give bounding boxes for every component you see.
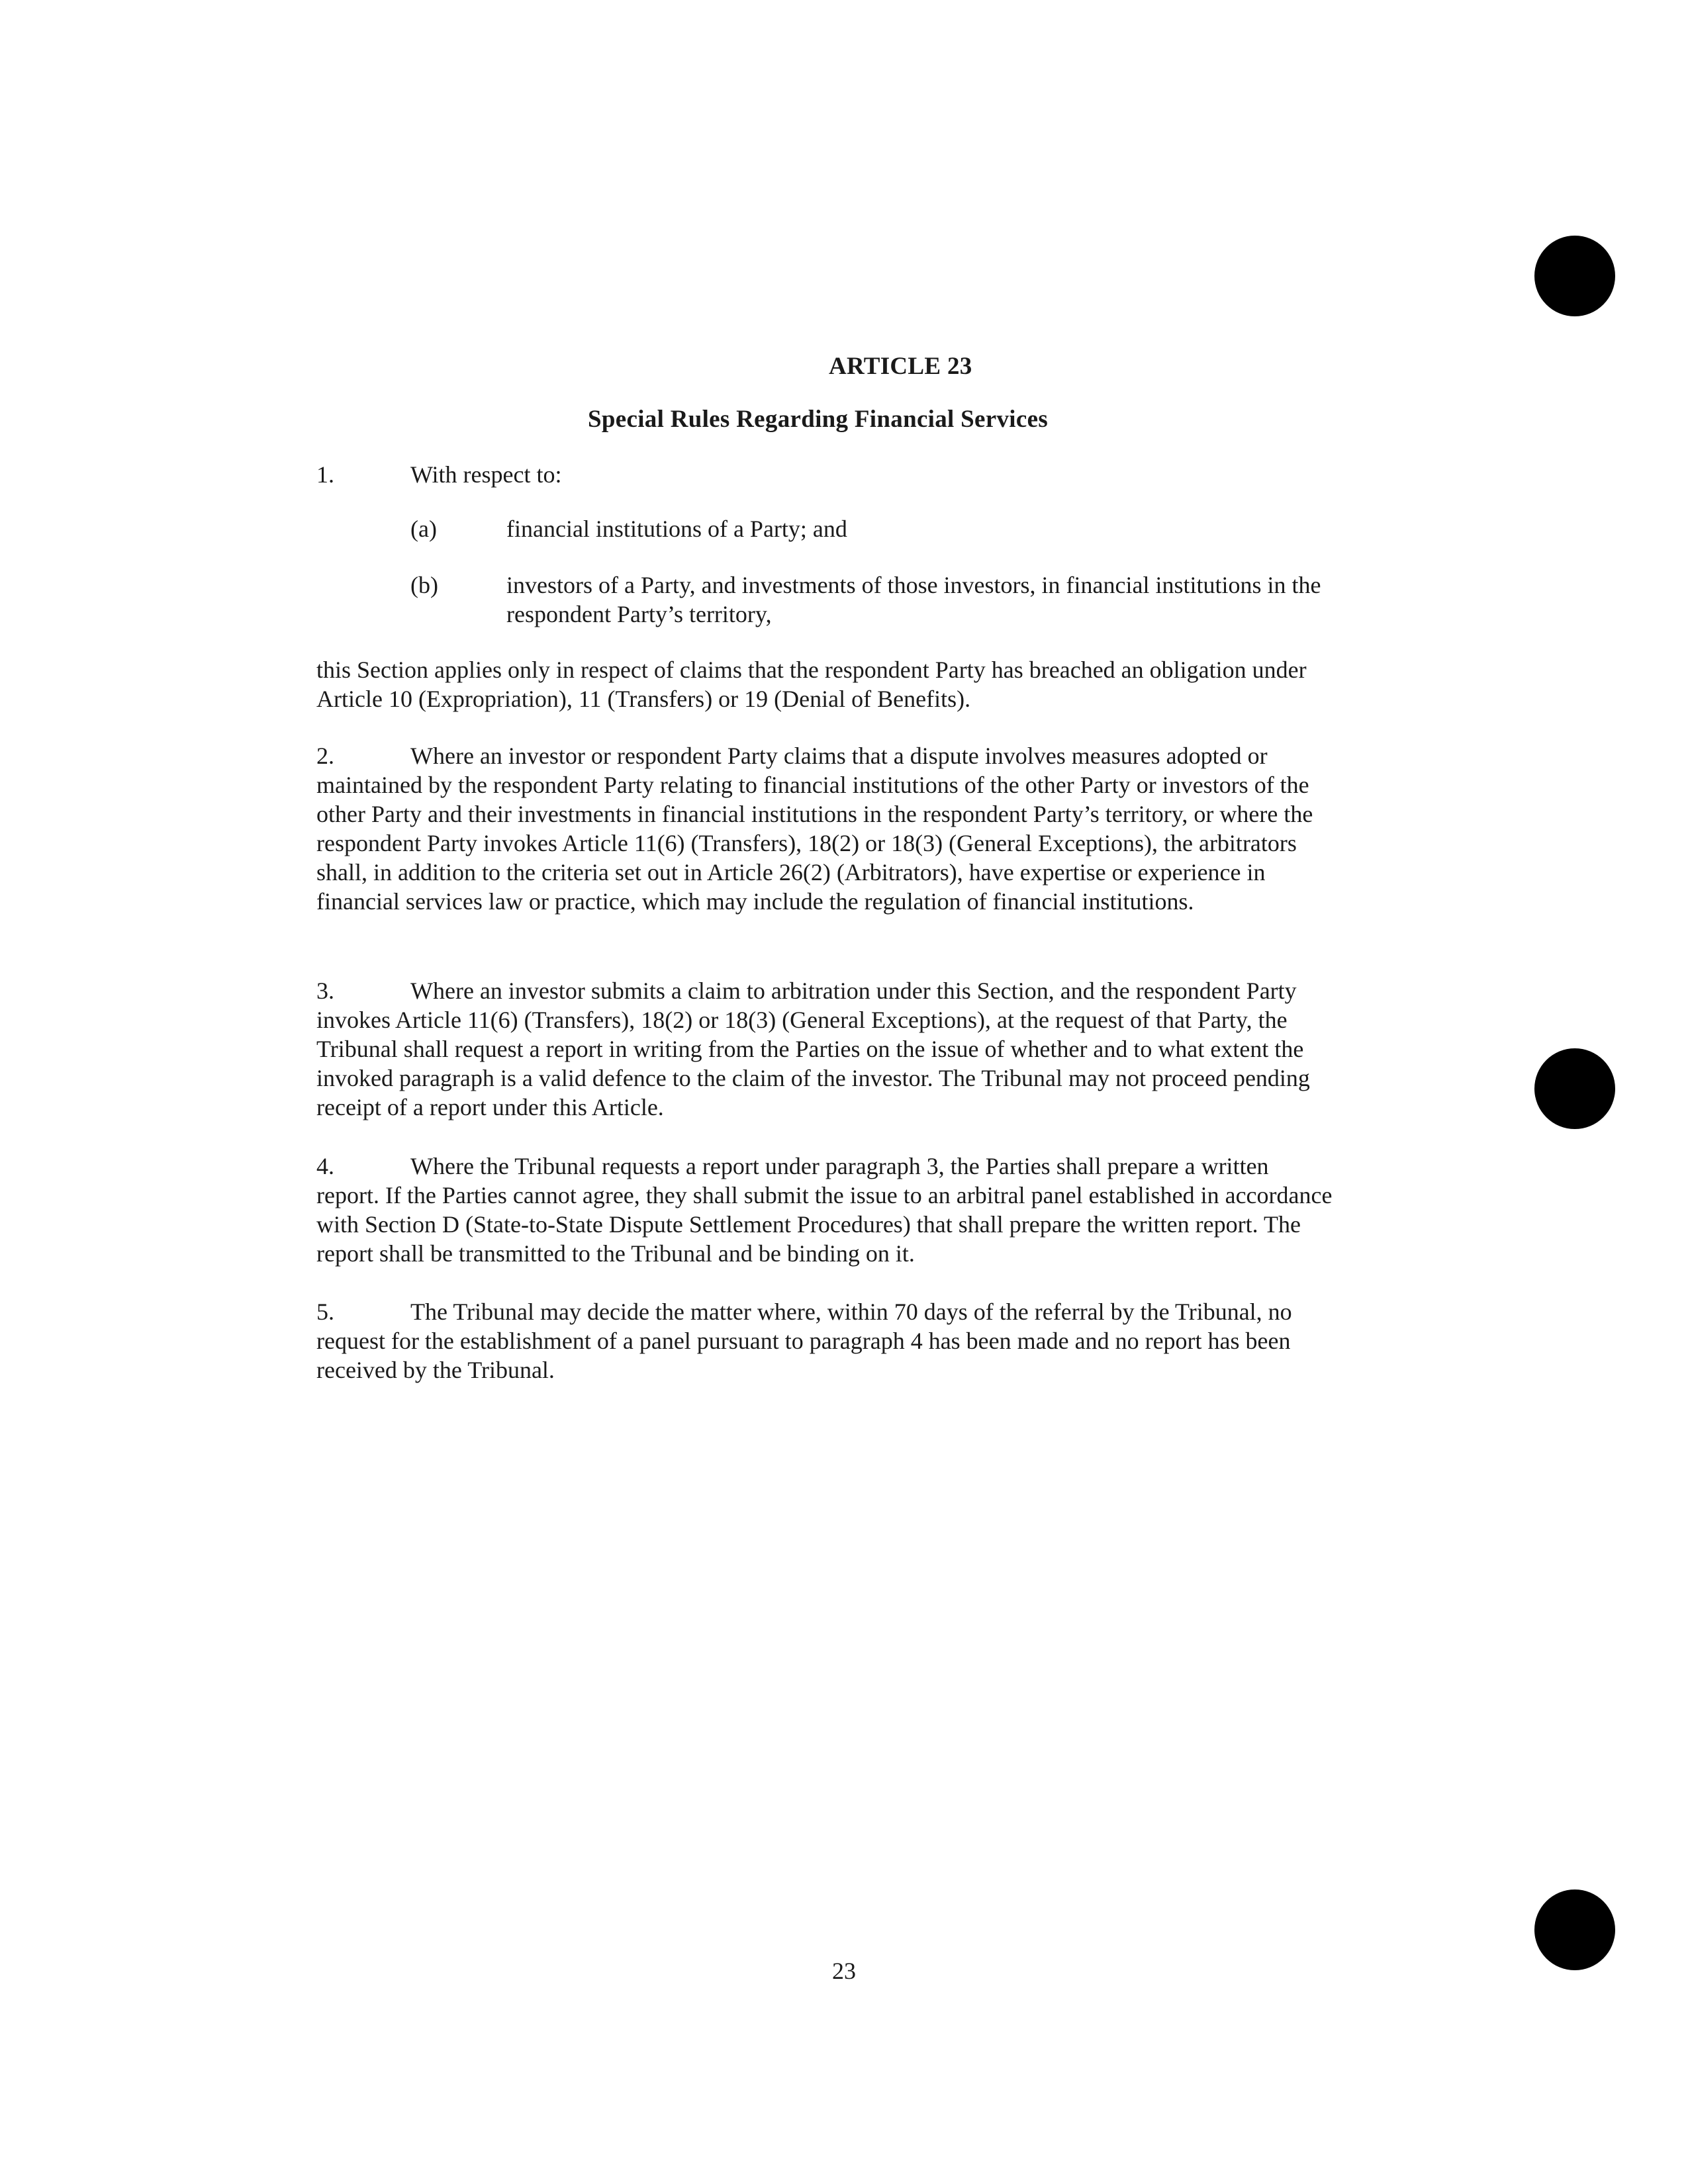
paragraph-4-number: 4. bbox=[316, 1153, 334, 1179]
item-b-label: (b) bbox=[410, 572, 438, 598]
paragraph-2 bbox=[316, 741, 1336, 916]
paragraph-3-text: Where an investor submits a claim to arbitration under this Section, and the respondent Party invokes Article 11(6) (Transfers), 18(2) or 18(3) (General Exceptions), at the request of that Party, the Tribunal shall request a report in writing from the Parties on the issue of whether and to what extent the invoked paragraph is a valid defence to the claim of the investor. The Tribunal may not proceed pending receipt of a report under this Article. bbox=[316, 978, 1310, 1120]
article-heading: ARTICLE 23 bbox=[829, 353, 972, 380]
paragraph-1-tail: this Section applies only in respect of claims that the respondent Party has breached an obligation under Article 10 (Expropriation), 11 (Transfers) or 19 (Denial of Benefits). bbox=[316, 657, 1307, 712]
paragraph-5 bbox=[316, 1297, 1336, 1385]
paragraph-5-text: The Tribunal may decide the matter where, within 70 days of the referral by the Tribunal, no request for the establishment of a panel pursuant to paragraph 4 has been made and no report has been received by the Tribunal. bbox=[316, 1298, 1292, 1383]
paragraph-3-number: 3. bbox=[316, 978, 334, 1004]
paragraph-5-number: 5. bbox=[316, 1298, 334, 1325]
paragraph-4 bbox=[316, 1152, 1336, 1268]
paragraph-1-number: 1. bbox=[316, 461, 334, 488]
paragraph-2-number: 2. bbox=[316, 743, 334, 769]
punch-hole-top bbox=[1534, 236, 1615, 316]
paragraph-2-text: Where an investor or respondent Party claims that a dispute involves measures adopted or maintained by the respondent Party relating to financial institutions of the other Party or investors of the other Party and their investments in financial institutions in the respondent Party’s territory, or where the respondent Party invokes Article 11(6) (Transfers), 18(2) or 18(3) (General Exceptions), the arbitrators shall, in addition to the criteria set out in Article 26(2) (Arbitrators), have expertise or experience in financial services law or practice, which may include the regulation of financial institutions. bbox=[316, 743, 1313, 915]
paragraph-1-intro: With respect to: bbox=[410, 461, 562, 488]
item-a-label: (a) bbox=[410, 516, 437, 542]
page-number: 23 bbox=[832, 1958, 856, 1984]
item-b-text: investors of a Party, and investments of those investors, in financial institutions in the respondent Party’s territory, bbox=[506, 572, 1321, 627]
article-title: Special Rules Regarding Financial Services bbox=[588, 406, 1049, 433]
paragraph-3 bbox=[316, 976, 1336, 1122]
item-a-text: financial institutions of a Party; and bbox=[506, 516, 847, 542]
paragraph-4-text: Where the Tribunal requests a report under paragraph 3, the Parties shall prepare a written report. If the Parties cannot agree, they shall submit the issue to an arbitral panel established in accordance with Section D (State-to-State Dispute Settlement Procedures) that shall prepare the written report. The report shall be transmitted to the Tribunal and be binding on it. bbox=[316, 1153, 1333, 1267]
punch-hole-middle bbox=[1534, 1048, 1615, 1129]
